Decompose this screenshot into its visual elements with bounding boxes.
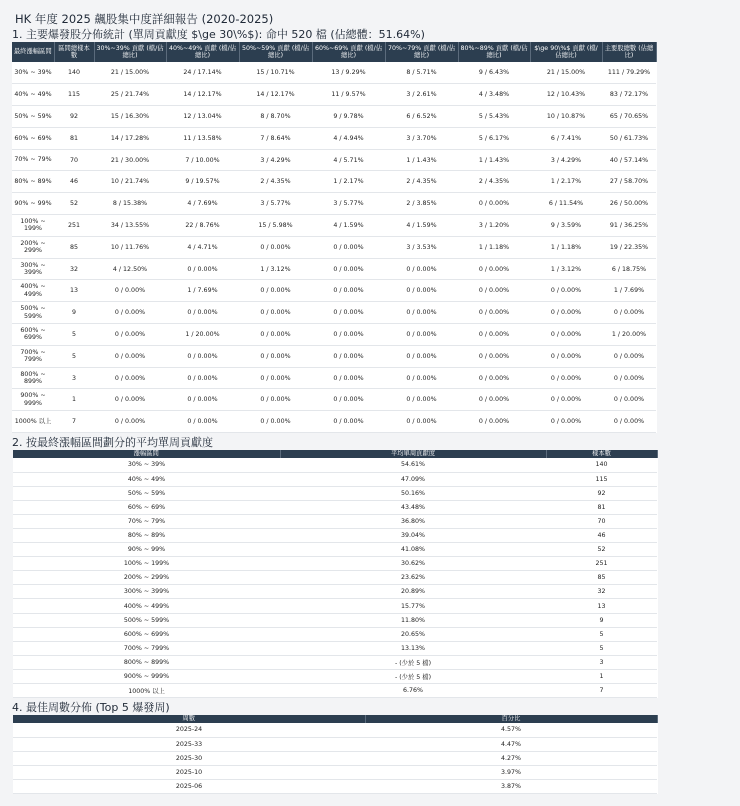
section3-heading: 4. 最佳周數分佈 (Top 5 爆發周): [12, 701, 170, 715]
table-row: [13, 627, 657, 641]
distribution-cell: 0 / 0.00%: [530, 302, 602, 324]
avg-contribution-cell: 15.77%: [280, 599, 546, 613]
distribution-cell: 26 / 50.00%: [602, 193, 656, 215]
avg-contribution-cell: 36.80%: [280, 514, 546, 528]
avg-contribution-cell: 40% ~ 49%: [13, 472, 280, 486]
avg-contribution-cell: 200% ~ 299%: [13, 571, 280, 585]
distribution-cell: 10 / 11.76%: [94, 236, 166, 258]
distribution-cell: 0 / 0.00%: [239, 367, 312, 389]
distribution-cell: 5 / 5.43%: [458, 106, 530, 128]
distribution-cell: 6 / 11.54%: [530, 193, 602, 215]
distribution-cell: 0 / 0.00%: [312, 367, 385, 389]
distribution-cell: 0 / 0.00%: [458, 193, 530, 215]
distribution-cell: 0 / 0.00%: [530, 367, 602, 389]
table-row: [13, 655, 657, 669]
distribution-cell: 3 / 1.20%: [458, 215, 530, 237]
best-week-cell: 4.27%: [365, 751, 657, 765]
distribution-cell: 3 / 3.70%: [385, 127, 458, 149]
distribution-cell: 0 / 0.00%: [312, 411, 385, 433]
avg-contribution-cell: 900% ~ 999%: [13, 669, 280, 683]
avg-contribution-cell: 251: [546, 557, 657, 571]
distribution-cell: 1 / 1.18%: [530, 236, 602, 258]
distribution-cell: 2 / 4.35%: [239, 171, 312, 193]
distribution-cell: 92: [54, 106, 94, 128]
distribution-cell: 1 / 20.00%: [602, 324, 656, 346]
distribution-cell: 19 / 22.35%: [602, 236, 656, 258]
avg-contribution-cell: 7: [546, 684, 657, 698]
table-row: [13, 737, 657, 751]
distribution-cell: 900% ~ 999%: [12, 389, 54, 411]
distribution-cell: 3 / 4.29%: [530, 149, 602, 171]
distribution-header-cell: 區間總樣本數: [54, 42, 94, 62]
distribution-cell: 11 / 13.58%: [166, 127, 239, 149]
distribution-cell: 15 / 5.98%: [239, 215, 312, 237]
avg-contribution-header-cell: 平均單周貢獻度: [280, 450, 546, 458]
distribution-cell: 11 / 9.57%: [312, 84, 385, 106]
distribution-cell: 0 / 0.00%: [458, 345, 530, 367]
distribution-header-cell: 80%~89% 貢獻 (檔/佔總比): [458, 42, 530, 62]
distribution-cell: 0 / 0.00%: [530, 389, 602, 411]
distribution-cell: 0 / 0.00%: [239, 236, 312, 258]
table-row: [13, 472, 657, 486]
table-row: [13, 779, 657, 793]
distribution-cell: 21 / 15.00%: [94, 62, 166, 84]
distribution-cell: 111 / 79.29%: [602, 62, 656, 84]
table-row: [13, 751, 657, 765]
distribution-header-cell: 40%~49% 貢獻 (檔/佔總比): [166, 42, 239, 62]
distribution-cell: 80% ~ 89%: [12, 171, 54, 193]
distribution-cell: 0 / 0.00%: [385, 367, 458, 389]
distribution-cell: 0 / 0.00%: [530, 280, 602, 302]
table-row: [12, 411, 656, 433]
distribution-cell: 40% ~ 49%: [12, 84, 54, 106]
avg-contribution-cell: 70% ~ 79%: [13, 514, 280, 528]
distribution-cell: 0 / 0.00%: [166, 258, 239, 280]
distribution-cell: 90% ~ 99%: [12, 193, 54, 215]
avg-contribution-cell: 9: [546, 613, 657, 627]
distribution-header-cell: 50%~59% 貢獻 (檔/佔總比): [239, 42, 312, 62]
table-row: [13, 500, 657, 514]
table-row: [12, 149, 656, 171]
avg-contribution-cell: 13: [546, 599, 657, 613]
table-row: [13, 599, 657, 613]
distribution-cell: 0 / 0.00%: [602, 367, 656, 389]
table-row: [13, 486, 657, 500]
distribution-header-cell: 70%~79% 貢獻 (檔/佔總比): [385, 42, 458, 62]
avg-contribution-cell: 800% ~ 899%: [13, 655, 280, 669]
distribution-cell: 0 / 0.00%: [166, 345, 239, 367]
distribution-cell: 0 / 0.00%: [385, 345, 458, 367]
avg-contribution-header-cell: 漲幅區間: [13, 450, 280, 458]
distribution-cell: 0 / 0.00%: [385, 302, 458, 324]
distribution-cell: 27 / 58.70%: [602, 171, 656, 193]
distribution-cell: 91 / 36.25%: [602, 215, 656, 237]
distribution-cell: 0 / 0.00%: [94, 345, 166, 367]
distribution-cell: 9 / 3.59%: [530, 215, 602, 237]
best-week-header-cell: 周數: [13, 715, 365, 723]
avg-contribution-cell: 41.08%: [280, 543, 546, 557]
distribution-cell: 0 / 0.00%: [239, 345, 312, 367]
best-week-cell: 3.97%: [365, 765, 657, 779]
distribution-cell: 0 / 0.00%: [602, 389, 656, 411]
distribution-cell: 15 / 10.71%: [239, 62, 312, 84]
table-row: [12, 302, 656, 324]
avg-contribution-cell: 500% ~ 599%: [13, 613, 280, 627]
distribution-cell: 70% ~ 79%: [12, 149, 54, 171]
distribution-cell: 3 / 5.77%: [239, 193, 312, 215]
distribution-cell: 251: [54, 215, 94, 237]
distribution-cell: 10 / 10.87%: [530, 106, 602, 128]
distribution-cell: 8 / 15.38%: [94, 193, 166, 215]
avg-contribution-cell: 50% ~ 59%: [13, 486, 280, 500]
distribution-cell: 1 / 1.43%: [458, 149, 530, 171]
distribution-cell: 0 / 0.00%: [312, 389, 385, 411]
distribution-cell: 7 / 8.64%: [239, 127, 312, 149]
avg-contribution-cell: 11.80%: [280, 613, 546, 627]
best-week-header-cell: 百分比: [365, 715, 657, 723]
table-row: [12, 215, 656, 237]
distribution-cell: 50% ~ 59%: [12, 106, 54, 128]
table-row: [13, 557, 657, 571]
distribution-cell: 0 / 0.00%: [312, 280, 385, 302]
distribution-cell: 0 / 0.00%: [166, 389, 239, 411]
distribution-cell: 1 / 3.12%: [239, 258, 312, 280]
distribution-cell: 34 / 13.55%: [94, 215, 166, 237]
distribution-cell: 2 / 3.85%: [385, 193, 458, 215]
avg-contribution-cell: 70: [546, 514, 657, 528]
table-row: [13, 585, 657, 599]
distribution-cell: 0 / 0.00%: [94, 389, 166, 411]
distribution-cell: 500% ~ 599%: [12, 302, 54, 324]
distribution-cell: 800% ~ 899%: [12, 367, 54, 389]
table-row: [12, 345, 656, 367]
distribution-cell: 10 / 21.74%: [94, 171, 166, 193]
avg-contribution-cell: 46: [546, 529, 657, 543]
distribution-cell: 0 / 0.00%: [94, 324, 166, 346]
distribution-cell: 83 / 72.17%: [602, 84, 656, 106]
distribution-cell: 12 / 10.43%: [530, 84, 602, 106]
table-row: [12, 236, 656, 258]
distribution-cell: 30% ~ 39%: [12, 62, 54, 84]
best-week-table: [13, 715, 658, 794]
table-row: [13, 613, 657, 627]
best-week-cell: 2025-33: [13, 737, 365, 751]
distribution-cell: 0 / 0.00%: [458, 367, 530, 389]
distribution-cell: 0 / 0.00%: [458, 324, 530, 346]
avg-contribution-cell: 6.76%: [280, 684, 546, 698]
distribution-cell: 40 / 57.14%: [602, 149, 656, 171]
distribution-cell: 9 / 9.78%: [312, 106, 385, 128]
distribution-cell: 85: [54, 236, 94, 258]
distribution-cell: 50 / 61.73%: [602, 127, 656, 149]
distribution-cell: 0 / 0.00%: [458, 389, 530, 411]
distribution-cell: 0 / 0.00%: [239, 280, 312, 302]
distribution-cell: 0 / 0.00%: [385, 389, 458, 411]
distribution-cell: 1 / 7.69%: [602, 280, 656, 302]
distribution-cell: 21 / 30.00%: [94, 149, 166, 171]
distribution-cell: 4 / 1.59%: [385, 215, 458, 237]
avg-contribution-cell: 3: [546, 655, 657, 669]
distribution-cell: 4 / 3.48%: [458, 84, 530, 106]
avg-contribution-cell: 100% ~ 199%: [13, 557, 280, 571]
avg-contribution-cell: 300% ~ 399%: [13, 585, 280, 599]
distribution-cell: 1 / 2.17%: [312, 171, 385, 193]
distribution-cell: 0 / 0.00%: [385, 258, 458, 280]
avg-contribution-cell: 140: [546, 458, 657, 472]
distribution-cell: 2 / 4.35%: [385, 171, 458, 193]
avg-contribution-cell: 39.04%: [280, 529, 546, 543]
distribution-cell: 1 / 20.00%: [166, 324, 239, 346]
distribution-cell: 1 / 2.17%: [530, 171, 602, 193]
avg-contribution-table: [13, 450, 658, 698]
distribution-cell: 0 / 0.00%: [602, 302, 656, 324]
distribution-cell: 4 / 4.94%: [312, 127, 385, 149]
distribution-cell: 60% ~ 69%: [12, 127, 54, 149]
distribution-cell: 0 / 0.00%: [385, 411, 458, 433]
distribution-cell: 200% ~ 299%: [12, 236, 54, 258]
distribution-cell: 15 / 16.30%: [94, 106, 166, 128]
distribution-cell: 0 / 0.00%: [458, 411, 530, 433]
distribution-cell: 14 / 12.17%: [239, 84, 312, 106]
distribution-cell: 1000% 以上: [12, 411, 54, 433]
best-week-cell: 4.57%: [365, 723, 657, 737]
distribution-cell: 0 / 0.00%: [239, 324, 312, 346]
avg-contribution-cell: 52: [546, 543, 657, 557]
table-row: [12, 389, 656, 411]
distribution-header-cell: 60%~69% 貢獻 (檔/佔總比): [312, 42, 385, 62]
distribution-cell: 4 / 1.59%: [312, 215, 385, 237]
distribution-cell: 70: [54, 149, 94, 171]
distribution-cell: 600% ~ 699%: [12, 324, 54, 346]
distribution-cell: 6 / 7.41%: [530, 127, 602, 149]
best-week-cell: 2025-24: [13, 723, 365, 737]
distribution-table: [12, 42, 657, 433]
section1-heading: 1. 主要爆發股分佈統計 (單周貢獻度 $\ge 30\%$): 命中 520 檔 (佔總體：51.64%): [12, 28, 425, 41]
distribution-cell: 700% ~ 799%: [12, 345, 54, 367]
distribution-cell: 0 / 0.00%: [239, 389, 312, 411]
distribution-cell: 0 / 0.00%: [530, 411, 602, 433]
table-row: [12, 62, 656, 84]
distribution-cell: 8 / 5.71%: [385, 62, 458, 84]
distribution-cell: 400% ~ 499%: [12, 280, 54, 302]
table-row: [12, 193, 656, 215]
avg-contribution-cell: 81: [546, 500, 657, 514]
distribution-cell: 25 / 21.74%: [94, 84, 166, 106]
distribution-cell: 3: [54, 367, 94, 389]
avg-contribution-cell: 30.62%: [280, 557, 546, 571]
distribution-cell: 0 / 0.00%: [312, 258, 385, 280]
distribution-cell: 0 / 0.00%: [385, 324, 458, 346]
distribution-cell: 5: [54, 324, 94, 346]
table-row: [12, 280, 656, 302]
table-row: [13, 571, 657, 585]
best-week-cell: 3.87%: [365, 779, 657, 793]
distribution-cell: 0 / 0.00%: [312, 324, 385, 346]
distribution-cell: 6 / 6.52%: [385, 106, 458, 128]
table-row: [12, 367, 656, 389]
avg-contribution-cell: 90% ~ 99%: [13, 543, 280, 557]
distribution-cell: 300% ~ 399%: [12, 258, 54, 280]
avg-contribution-cell: 60% ~ 69%: [13, 500, 280, 514]
distribution-cell: 1 / 1.43%: [385, 149, 458, 171]
distribution-header-cell: 主要股總數 (佔總比): [602, 42, 656, 62]
distribution-cell: 0 / 0.00%: [458, 280, 530, 302]
page-title: HK 年度 2025 飆股集中度詳細報告 (2020-2025): [15, 12, 274, 26]
distribution-cell: 0 / 0.00%: [458, 302, 530, 324]
avg-contribution-cell: 5: [546, 627, 657, 641]
distribution-cell: 7 / 10.00%: [166, 149, 239, 171]
table-row: [12, 84, 656, 106]
table-row: [13, 529, 657, 543]
avg-contribution-cell: 1000% 以上: [13, 684, 280, 698]
avg-contribution-cell: 85: [546, 571, 657, 585]
avg-contribution-cell: 20.89%: [280, 585, 546, 599]
best-week-cell: 2025-30: [13, 751, 365, 765]
avg-contribution-cell: 1: [546, 669, 657, 683]
distribution-cell: 2 / 4.35%: [458, 171, 530, 193]
best-week-cell: 2025-06: [13, 779, 365, 793]
table-row: [13, 765, 657, 779]
distribution-cell: 4 / 12.50%: [94, 258, 166, 280]
avg-contribution-cell: 43.48%: [280, 500, 546, 514]
distribution-cell: 5 / 6.17%: [458, 127, 530, 149]
distribution-cell: 0 / 0.00%: [94, 302, 166, 324]
avg-contribution-header-cell: 樣本數: [546, 450, 657, 458]
distribution-cell: 5: [54, 345, 94, 367]
distribution-cell: 6 / 18.75%: [602, 258, 656, 280]
avg-contribution-cell: 115: [546, 472, 657, 486]
avg-contribution-cell: 700% ~ 799%: [13, 641, 280, 655]
table-row: [12, 258, 656, 280]
avg-contribution-cell: 20.65%: [280, 627, 546, 641]
distribution-cell: 3 / 3.53%: [385, 236, 458, 258]
avg-contribution-cell: 400% ~ 499%: [13, 599, 280, 613]
avg-contribution-cell: 47.09%: [280, 472, 546, 486]
avg-contribution-cell: 30% ~ 39%: [13, 458, 280, 472]
distribution-cell: 0 / 0.00%: [166, 367, 239, 389]
distribution-cell: 0 / 0.00%: [602, 411, 656, 433]
distribution-cell: 12 / 13.04%: [166, 106, 239, 128]
distribution-cell: 1: [54, 389, 94, 411]
distribution-cell: 0 / 0.00%: [385, 280, 458, 302]
distribution-header-cell: $\ge 90\%$ 貢獻 (檔/佔總比): [530, 42, 602, 62]
distribution-cell: 7: [54, 411, 94, 433]
distribution-cell: 0 / 0.00%: [94, 411, 166, 433]
distribution-cell: 9 / 19.57%: [166, 171, 239, 193]
table-row: [13, 514, 657, 528]
distribution-cell: 0 / 0.00%: [312, 236, 385, 258]
distribution-cell: 1 / 1.18%: [458, 236, 530, 258]
table-row: [12, 106, 656, 128]
distribution-cell: 0 / 0.00%: [239, 411, 312, 433]
distribution-cell: 52: [54, 193, 94, 215]
avg-contribution-cell: 80% ~ 89%: [13, 529, 280, 543]
distribution-cell: 46: [54, 171, 94, 193]
distribution-cell: 4 / 7.69%: [166, 193, 239, 215]
distribution-cell: 3 / 5.77%: [312, 193, 385, 215]
distribution-header-cell: 最終漲幅區間: [12, 42, 54, 62]
avg-contribution-cell: 23.62%: [280, 571, 546, 585]
distribution-cell: 0 / 0.00%: [530, 324, 602, 346]
distribution-cell: 13: [54, 280, 94, 302]
distribution-cell: 3 / 4.29%: [239, 149, 312, 171]
distribution-cell: 0 / 0.00%: [94, 367, 166, 389]
avg-contribution-cell: - (少於 5 檔): [280, 655, 546, 669]
distribution-cell: 140: [54, 62, 94, 84]
distribution-cell: 0 / 0.00%: [602, 345, 656, 367]
avg-contribution-cell: 54.61%: [280, 458, 546, 472]
distribution-header-cell: 30%~39% 貢獻 (檔/佔總比): [94, 42, 166, 62]
distribution-cell: 0 / 0.00%: [166, 302, 239, 324]
distribution-cell: 0 / 0.00%: [530, 345, 602, 367]
distribution-cell: 0 / 0.00%: [166, 411, 239, 433]
distribution-cell: 0 / 0.00%: [94, 280, 166, 302]
distribution-cell: 32: [54, 258, 94, 280]
section2-heading: 2. 按最終漲幅區間劃分的平均單周貢獻度: [12, 436, 213, 450]
avg-contribution-cell: 92: [546, 486, 657, 500]
best-week-cell: 2025-10: [13, 765, 365, 779]
table-row: [12, 127, 656, 149]
distribution-cell: 0 / 0.00%: [312, 302, 385, 324]
table-row: [13, 723, 657, 737]
distribution-cell: 21 / 15.00%: [530, 62, 602, 84]
distribution-cell: 1 / 7.69%: [166, 280, 239, 302]
table-row: [13, 543, 657, 557]
distribution-cell: 22 / 8.76%: [166, 215, 239, 237]
distribution-cell: 81: [54, 127, 94, 149]
table-row: [13, 669, 657, 683]
avg-contribution-cell: 32: [546, 585, 657, 599]
distribution-cell: 4 / 4.71%: [166, 236, 239, 258]
distribution-cell: 65 / 70.65%: [602, 106, 656, 128]
avg-contribution-cell: 13.13%: [280, 641, 546, 655]
table-row: [13, 458, 657, 472]
distribution-cell: 24 / 17.14%: [166, 62, 239, 84]
avg-contribution-cell: 5: [546, 641, 657, 655]
distribution-cell: 0 / 0.00%: [312, 345, 385, 367]
distribution-cell: 8 / 8.70%: [239, 106, 312, 128]
avg-contribution-cell: - (少於 5 檔): [280, 669, 546, 683]
distribution-cell: 0 / 0.00%: [458, 258, 530, 280]
distribution-cell: 9 / 6.43%: [458, 62, 530, 84]
distribution-cell: 13 / 9.29%: [312, 62, 385, 84]
distribution-cell: 1 / 3.12%: [530, 258, 602, 280]
table-row: [13, 641, 657, 655]
table-row: [12, 324, 656, 346]
distribution-cell: 3 / 2.61%: [385, 84, 458, 106]
distribution-cell: 4 / 5.71%: [312, 149, 385, 171]
avg-contribution-cell: 600% ~ 699%: [13, 627, 280, 641]
table-row: [12, 171, 656, 193]
distribution-cell: 14 / 17.28%: [94, 127, 166, 149]
avg-contribution-cell: 50.16%: [280, 486, 546, 500]
distribution-cell: 0 / 0.00%: [239, 302, 312, 324]
distribution-cell: 100% ~ 199%: [12, 215, 54, 237]
table-row: [13, 684, 657, 698]
best-week-cell: 4.47%: [365, 737, 657, 751]
distribution-cell: 14 / 12.17%: [166, 84, 239, 106]
distribution-cell: 115: [54, 84, 94, 106]
distribution-cell: 9: [54, 302, 94, 324]
